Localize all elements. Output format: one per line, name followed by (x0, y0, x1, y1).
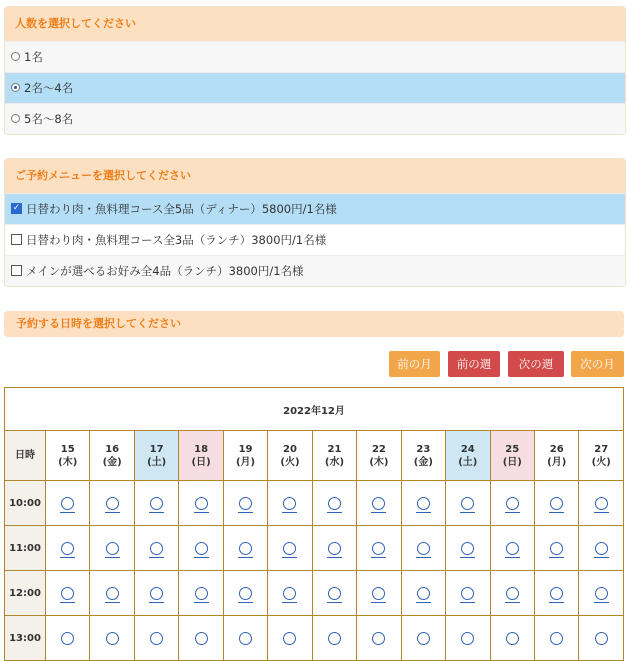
available-circle-icon[interactable] (328, 497, 341, 510)
time-column-header: 日時 (5, 431, 46, 481)
day-date: 25 (505, 443, 520, 455)
available-circle-icon[interactable] (61, 542, 74, 555)
day-header (312, 431, 356, 481)
prev-week-button[interactable]: 前の週 (448, 351, 500, 377)
time-slot-cell[interactable] (90, 571, 134, 616)
time-slot-cell[interactable] (534, 616, 578, 661)
people-heading: 人数を選択してください (5, 7, 625, 41)
available-circle-icon[interactable] (195, 542, 208, 555)
day-weekday: (月) (235, 456, 256, 468)
available-circle-icon[interactable] (461, 542, 474, 555)
time-slot-row (5, 526, 624, 571)
time-slot-cell[interactable] (90, 481, 134, 526)
time-slot-cell[interactable] (534, 481, 578, 526)
day-header (534, 431, 578, 481)
time-slot-cell[interactable] (268, 481, 312, 526)
day-header (446, 431, 490, 481)
available-circle-icon[interactable] (461, 497, 474, 510)
day-date: 24 (460, 443, 475, 455)
day-date: 22 (371, 443, 386, 455)
time-label: 12:00 (5, 571, 46, 616)
available-circle-icon[interactable] (195, 587, 208, 600)
day-header (401, 431, 445, 481)
available-circle-icon[interactable] (461, 587, 474, 600)
available-circle-icon[interactable] (239, 587, 252, 600)
day-weekday: (日) (191, 456, 211, 468)
time-slot-cell[interactable] (134, 526, 178, 571)
day-weekday: (木) (369, 456, 389, 468)
day-weekday: (土) (458, 456, 478, 468)
time-slot-cell[interactable] (579, 616, 624, 661)
time-slot-cell[interactable] (357, 526, 401, 571)
time-slot-cell[interactable] (312, 616, 356, 661)
time-slot-cell[interactable] (46, 616, 90, 661)
available-circle-icon[interactable] (595, 497, 608, 510)
time-slot-cell[interactable] (357, 481, 401, 526)
available-circle-icon[interactable] (283, 542, 296, 555)
menu-heading: ご予約メニューを選択してください (5, 159, 625, 193)
time-slot-cell[interactable] (223, 481, 267, 526)
time-slot-cell[interactable] (90, 616, 134, 661)
time-slot-cell[interactable] (223, 571, 267, 616)
available-circle-icon[interactable] (239, 542, 252, 555)
day-weekday: (月) (547, 456, 567, 468)
menu-option-3[interactable] (5, 255, 625, 286)
time-label: 10:00 (5, 481, 46, 526)
day-date: 16 (105, 443, 120, 455)
available-circle-icon[interactable] (106, 632, 119, 645)
available-circle-icon[interactable] (150, 542, 163, 555)
day-weekday: (水) (324, 456, 345, 468)
people-option-label: 2名～4名 (24, 81, 74, 95)
time-slot-cell[interactable] (134, 571, 178, 616)
available-circle-icon[interactable] (283, 632, 296, 645)
time-slot-cell[interactable] (312, 526, 356, 571)
time-slot-cell[interactable] (401, 481, 445, 526)
available-circle-icon[interactable] (550, 542, 563, 555)
people-option-3[interactable] (5, 103, 625, 134)
checkbox-checked-icon[interactable]: ✓ (12, 203, 21, 213)
menu-option-label: 日替わり肉・魚料理コース全5品（ディナー）5800円/1名様 (26, 202, 337, 216)
radio-icon[interactable] (11, 114, 20, 123)
available-circle-icon[interactable] (506, 632, 519, 645)
day-header (357, 431, 401, 481)
available-circle-icon[interactable] (595, 632, 608, 645)
available-circle-icon[interactable] (328, 542, 341, 555)
time-slot-cell[interactable] (179, 616, 223, 661)
time-slot-cell[interactable] (179, 526, 223, 571)
menu-section (4, 158, 626, 287)
available-circle-icon[interactable] (372, 632, 385, 645)
time-slot-cell[interactable] (223, 526, 267, 571)
available-circle-icon[interactable] (550, 632, 563, 645)
checkbox-icon[interactable] (11, 234, 22, 245)
time-slot-cell[interactable] (268, 526, 312, 571)
prev-month-button[interactable]: 前の月 (389, 351, 440, 377)
checkbox-icon[interactable] (11, 265, 22, 276)
available-circle-icon[interactable] (150, 632, 163, 645)
day-header (46, 431, 90, 481)
day-date: 26 (549, 443, 564, 455)
time-slot-cell[interactable] (579, 526, 624, 571)
available-circle-icon[interactable] (283, 587, 296, 600)
day-date: 18 (194, 443, 209, 455)
time-label: 13:00 (5, 616, 46, 661)
available-circle-icon[interactable] (595, 542, 608, 555)
day-weekday: (火) (591, 456, 611, 468)
time-slot-cell[interactable] (579, 481, 624, 526)
time-slot-cell[interactable] (490, 526, 534, 571)
day-header (579, 431, 624, 481)
calendar-title: 2022年12月 (5, 388, 624, 431)
day-date: 23 (416, 443, 431, 455)
available-circle-icon[interactable] (550, 587, 563, 600)
day-header (268, 431, 312, 481)
available-circle-icon[interactable] (372, 497, 385, 510)
menu-option-1[interactable] (5, 193, 625, 224)
available-circle-icon[interactable] (328, 632, 341, 645)
available-circle-icon[interactable] (372, 542, 385, 555)
available-circle-icon[interactable] (417, 497, 430, 510)
available-circle-icon[interactable] (150, 587, 163, 600)
time-slot-cell[interactable] (179, 481, 223, 526)
day-weekday: (土) (147, 456, 167, 468)
day-weekday: (金) (102, 456, 122, 468)
available-circle-icon[interactable] (417, 587, 430, 600)
available-circle-icon[interactable] (283, 497, 296, 510)
available-circle-icon[interactable] (106, 587, 119, 600)
reservation-calendar (4, 387, 624, 661)
time-slot-cell[interactable] (90, 526, 134, 571)
time-slot-cell[interactable] (534, 571, 578, 616)
day-weekday: (火) (280, 456, 300, 468)
menu-option-label: 日替わり肉・魚料理コース全3品（ランチ）3800円/1名様 (26, 233, 327, 247)
time-label: 11:00 (5, 526, 46, 571)
time-slot-cell[interactable] (134, 481, 178, 526)
available-circle-icon[interactable] (61, 587, 74, 600)
menu-option-2[interactable] (5, 224, 625, 255)
available-circle-icon[interactable] (61, 632, 74, 645)
time-slot-cell[interactable] (401, 526, 445, 571)
time-slot-cell[interactable] (223, 616, 267, 661)
people-option-2[interactable] (5, 72, 625, 103)
people-option-1[interactable] (5, 41, 625, 72)
available-circle-icon[interactable] (195, 632, 208, 645)
day-date: 19 (238, 443, 253, 455)
radio-icon[interactable] (11, 52, 20, 61)
available-circle-icon[interactable] (461, 632, 474, 645)
day-weekday: (金) (413, 456, 433, 468)
time-slot-cell[interactable] (268, 571, 312, 616)
time-slot-cell[interactable] (446, 571, 490, 616)
available-circle-icon[interactable] (106, 542, 119, 555)
people-option-label: 1名 (24, 50, 43, 64)
available-circle-icon[interactable] (417, 632, 430, 645)
day-date: 17 (149, 443, 164, 455)
available-circle-icon[interactable] (372, 587, 385, 600)
day-header (90, 431, 134, 481)
time-slot-cell[interactable] (46, 526, 90, 571)
radio-selected-icon[interactable] (11, 83, 20, 92)
time-slot-row (5, 571, 624, 616)
next-week-button[interactable]: 次の週 (508, 351, 564, 377)
time-slot-cell[interactable] (490, 571, 534, 616)
available-circle-icon[interactable] (106, 497, 119, 510)
available-circle-icon[interactable] (61, 497, 74, 510)
available-circle-icon[interactable] (550, 497, 563, 510)
time-slot-cell[interactable] (268, 616, 312, 661)
available-circle-icon[interactable] (239, 632, 252, 645)
day-date: 27 (594, 443, 609, 455)
available-circle-icon[interactable] (150, 497, 163, 510)
time-slot-cell[interactable] (579, 571, 624, 616)
time-slot-cell[interactable] (446, 526, 490, 571)
time-slot-cell[interactable] (46, 481, 90, 526)
day-date: 20 (283, 443, 297, 455)
date-heading-label: 予約する日時を選択してください (16, 317, 181, 330)
day-date: 15 (60, 443, 75, 455)
time-slot-cell[interactable] (401, 571, 445, 616)
available-circle-icon[interactable] (595, 587, 608, 600)
time-slot-cell[interactable] (357, 616, 401, 661)
people-section (4, 6, 626, 135)
next-month-button[interactable]: 次の月 (571, 351, 624, 377)
time-slot-row (5, 481, 624, 526)
day-header (179, 431, 223, 481)
available-circle-icon[interactable] (506, 587, 519, 600)
time-slot-cell[interactable] (401, 616, 445, 661)
day-header (223, 431, 267, 481)
time-slot-cell[interactable] (534, 526, 578, 571)
time-slot-cell[interactable] (46, 571, 90, 616)
time-slot-cell[interactable] (134, 616, 178, 661)
available-circle-icon[interactable] (506, 542, 519, 555)
time-slot-cell[interactable] (446, 481, 490, 526)
day-weekday: (日) (502, 456, 522, 468)
available-circle-icon[interactable] (195, 497, 208, 510)
available-circle-icon[interactable] (239, 497, 252, 510)
available-circle-icon[interactable] (328, 587, 341, 600)
date-heading (4, 311, 624, 337)
people-option-label: 5名～8名 (24, 112, 74, 126)
day-header (490, 431, 534, 481)
menu-option-label: メインが選べるお好み全4品（ランチ）3800円/1名様 (26, 264, 304, 278)
time-slot-cell[interactable] (357, 571, 401, 616)
time-slot-cell[interactable] (490, 481, 534, 526)
day-weekday: (木) (58, 456, 78, 468)
day-header (134, 431, 178, 481)
available-circle-icon[interactable] (506, 497, 519, 510)
time-slot-cell[interactable] (312, 481, 356, 526)
day-date: 21 (327, 443, 342, 455)
available-circle-icon[interactable] (417, 542, 430, 555)
time-slot-row (5, 616, 624, 661)
time-slot-cell[interactable] (179, 571, 223, 616)
time-slot-cell[interactable] (490, 616, 534, 661)
time-slot-cell[interactable] (446, 616, 490, 661)
time-slot-cell[interactable] (312, 571, 356, 616)
